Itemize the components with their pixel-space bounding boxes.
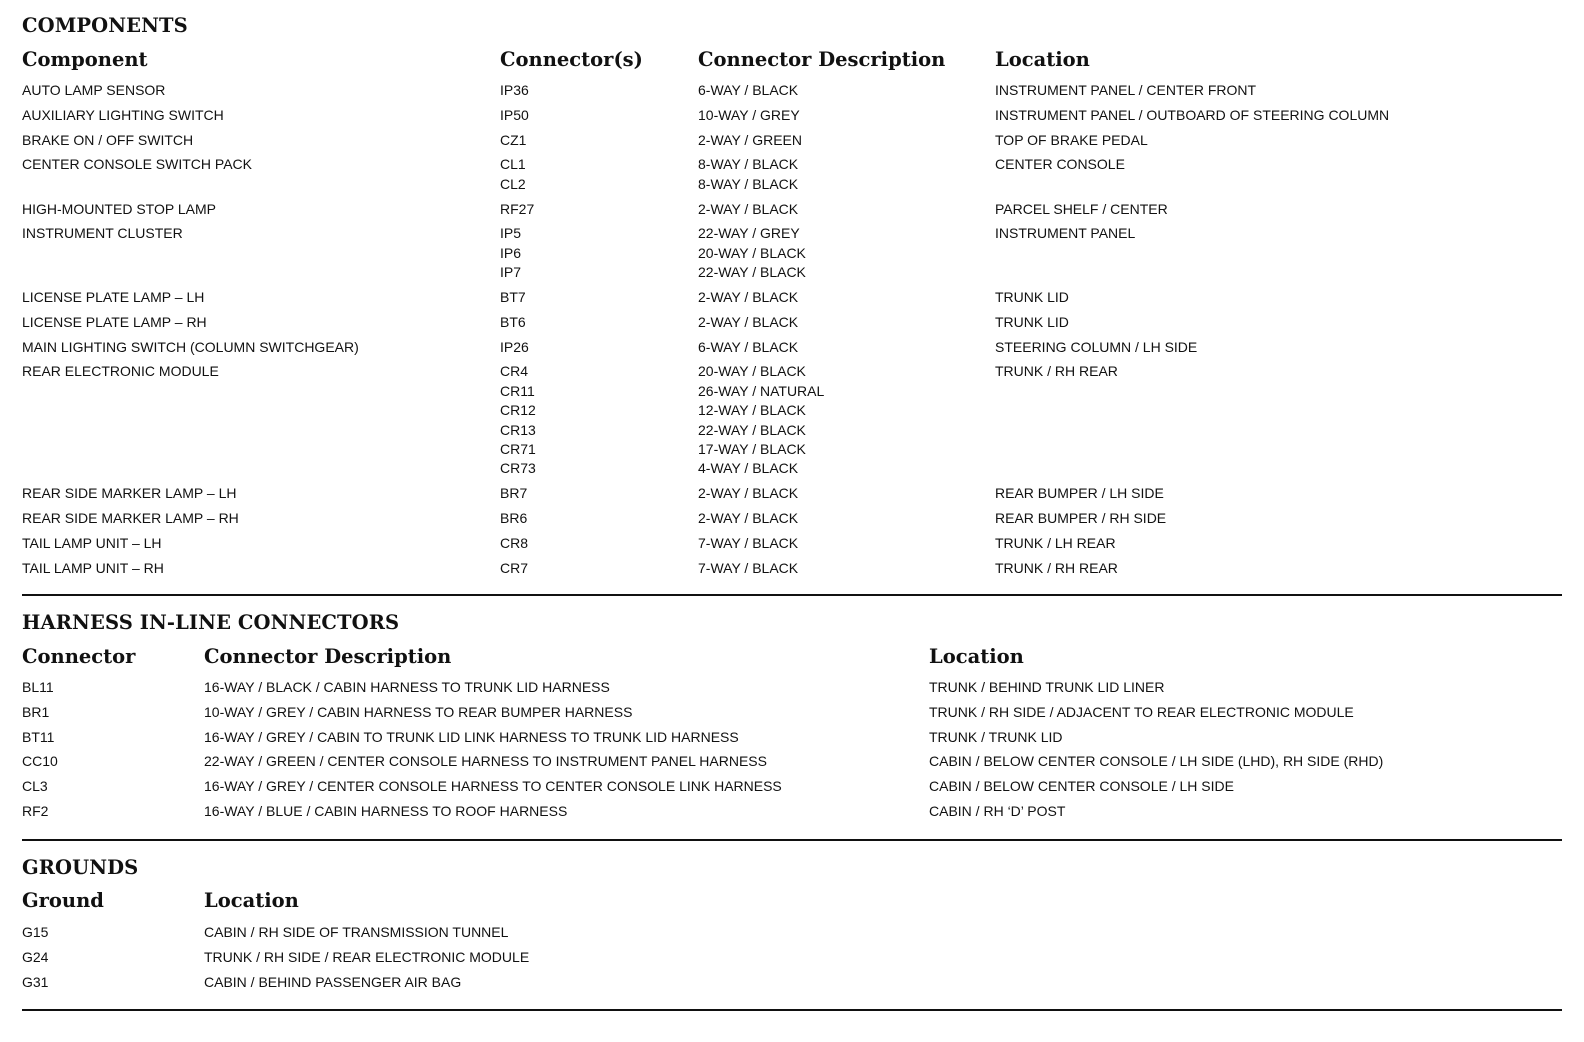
harness-location: TRUNK / RH SIDE / ADJACENT TO REAR ELECTRONIC MODULE <box>929 703 1354 720</box>
connector-description-line: 8-WAY / BLACK <box>698 156 799 173</box>
component-name: AUXILIARY LIGHTING SWITCH <box>22 106 224 123</box>
components-title: COMPONENTS <box>22 14 188 37</box>
section-divider-1 <box>22 594 1562 596</box>
connector-description-line: 2-WAY / BLACK <box>698 510 799 526</box>
connector-ids-line: CZ1 <box>500 131 527 148</box>
connector-description-line: 22-WAY / BLACK <box>698 264 806 281</box>
components-header-component: Component <box>22 48 148 71</box>
connector-description <box>698 131 802 150</box>
connector-ids-line: IP7 <box>500 264 522 281</box>
ground-location: TRUNK / RH SIDE / REAR ELECTRONIC MODULE <box>204 948 530 965</box>
component-location: REAR BUMPER / LH SIDE <box>995 485 1164 502</box>
harness-connector-id: BR1 <box>22 703 50 720</box>
connector-description <box>698 559 798 578</box>
section-divider-3 <box>22 1009 1562 1011</box>
harness-connector-id: BT11 <box>22 728 55 745</box>
component-location: INSTRUMENT PANEL / OUTBOARD OF STEERING COLUMN <box>995 106 1390 123</box>
connector-ids-line: IP6 <box>500 244 522 261</box>
components-header-description: Connector Description <box>698 48 946 71</box>
harness-description: 16-WAY / BLUE / CABIN HARNESS TO ROOF HARNESS <box>204 803 568 819</box>
component-name: REAR ELECTRONIC MODULE <box>22 363 219 380</box>
connector-description-line: 6-WAY / BLACK <box>698 338 799 355</box>
connector-ids-line: CR7 <box>500 559 529 576</box>
connector-description-line: 2-WAY / BLACK <box>698 485 799 502</box>
ground-location: CABIN / RH SIDE OF TRANSMISSION TUNNEL <box>204 924 509 940</box>
component-location: TRUNK LID <box>995 289 1069 305</box>
connector-ids-line: IP36 <box>500 82 529 98</box>
component-name: CENTER CONSOLE SWITCH PACK <box>22 156 252 173</box>
connector-description-line: 2-WAY / BLACK <box>698 200 799 217</box>
connector-description <box>698 338 798 357</box>
connector-description-line: 22-WAY / BLACK <box>698 421 806 438</box>
connector-ids-line: CR4 <box>500 363 529 380</box>
connector-ids-line: BT7 <box>500 289 526 305</box>
connector-ids <box>500 81 529 100</box>
connector-ids <box>500 338 529 357</box>
component-location: TOP OF BRAKE PEDAL <box>995 131 1148 148</box>
components-header-connectors: Connector(s) <box>500 48 643 71</box>
connector-description <box>698 288 798 307</box>
connector-description-line: 7-WAY / BLACK <box>698 559 799 576</box>
harness-location: CABIN / BELOW CENTER CONSOLE / LH SIDE (LHD), RH SIDE (RHD) <box>929 753 1384 770</box>
ground-id: G24 <box>22 948 49 965</box>
component-location: PARCEL SHELF / CENTER <box>995 200 1168 217</box>
connector-description-line: 2-WAY / BLACK <box>698 289 799 305</box>
connector-description <box>698 224 806 282</box>
harness-description: 16-WAY / GREY / CABIN TO TRUNK LID LINK HARNESS TO TRUNK LID HARNESS <box>204 728 739 745</box>
connector-ids <box>500 362 536 478</box>
grounds-title: GROUNDS <box>22 856 139 879</box>
connector-ids-line: CR73 <box>500 460 536 477</box>
connector-description-line: 2-WAY / GREEN <box>698 131 802 148</box>
harness-location: TRUNK / BEHIND TRUNK LID LINER <box>929 679 1165 695</box>
connector-description-line: 4-WAY / BLACK <box>698 460 799 477</box>
component-location: STEERING COLUMN / LH SIDE <box>995 338 1198 355</box>
component-location: TRUNK / RH REAR <box>995 363 1118 380</box>
harness-title: HARNESS IN-LINE CONNECTORS <box>22 611 400 634</box>
component-name: LICENSE PLATE LAMP – RH <box>22 313 207 330</box>
grounds-header-ground: Ground <box>22 889 104 912</box>
connector-ids-line: BR7 <box>500 485 528 502</box>
connector-description <box>698 362 824 478</box>
component-location: INSTRUMENT PANEL / CENTER FRONT <box>995 82 1257 98</box>
connector-description <box>698 200 798 219</box>
component-name: LICENSE PLATE LAMP – LH <box>22 289 205 305</box>
connector-description-line: 7-WAY / BLACK <box>698 534 799 551</box>
ground-id: G15 <box>22 924 49 940</box>
component-name: REAR SIDE MARKER LAMP – RH <box>22 510 239 526</box>
component-name: BRAKE ON / OFF SWITCH <box>22 131 194 148</box>
component-location: TRUNK / RH REAR <box>995 559 1118 576</box>
connector-ids <box>500 559 528 578</box>
component-name: TAIL LAMP UNIT – LH <box>22 534 162 551</box>
component-location: TRUNK / LH REAR <box>995 534 1116 551</box>
component-location: REAR BUMPER / RH SIDE <box>995 510 1167 526</box>
component-name: REAR SIDE MARKER LAMP – LH <box>22 485 237 502</box>
connector-description <box>698 81 798 100</box>
connector-ids-line: CR71 <box>500 440 536 457</box>
connector-description-line: 8-WAY / BLACK <box>698 175 799 192</box>
harness-connector-id: BL11 <box>22 679 54 695</box>
section-divider-2 <box>22 839 1562 841</box>
connector-description-line: 20-WAY / BLACK <box>698 244 806 261</box>
ground-location: CABIN / BEHIND PASSENGER AIR BAG <box>204 973 462 990</box>
connector-description-line: 6-WAY / BLACK <box>698 82 799 98</box>
connector-description <box>698 484 798 503</box>
harness-header-location: Location <box>929 645 1024 668</box>
connector-ids-line: IP5 <box>500 225 522 242</box>
harness-location: TRUNK / TRUNK LID <box>929 728 1063 745</box>
connector-description <box>698 106 800 125</box>
connector-description-line: 17-WAY / BLACK <box>698 440 806 457</box>
components-header-location: Location <box>995 48 1090 71</box>
connector-description-line: 10-WAY / GREY <box>698 106 800 123</box>
connector-ids-line: BT6 <box>500 313 526 330</box>
harness-connector-id: RF2 <box>22 803 49 819</box>
connector-ids <box>500 313 526 332</box>
harness-description: 10-WAY / GREY / CABIN HARNESS TO REAR BUMPER HARNESS <box>204 703 633 720</box>
component-location: INSTRUMENT PANEL <box>995 225 1136 242</box>
connector-description <box>698 509 798 528</box>
connector-ids-line: CL1 <box>500 156 526 173</box>
connector-ids-line: CL2 <box>500 175 526 192</box>
connector-description-line: 20-WAY / BLACK <box>698 363 806 380</box>
connector-ids-line: BR6 <box>500 510 528 526</box>
connector-ids-line: CR13 <box>500 421 536 438</box>
connector-description <box>698 155 798 194</box>
connector-ids <box>500 509 527 528</box>
connector-ids-line: IP26 <box>500 338 529 355</box>
component-name: TAIL LAMP UNIT – RH <box>22 559 164 576</box>
connector-ids-line: RF27 <box>500 200 535 217</box>
harness-connector-id: CC10 <box>22 753 58 770</box>
component-name: HIGH-MOUNTED STOP LAMP <box>22 200 216 217</box>
harness-location: CABIN / BELOW CENTER CONSOLE / LH SIDE <box>929 778 1234 795</box>
connector-ids-line: CR12 <box>500 402 536 419</box>
harness-description: 22-WAY / GREEN / CENTER CONSOLE HARNESS TO INSTRUMENT PANEL HARNESS <box>204 753 767 770</box>
connector-description <box>698 534 798 553</box>
connector-ids <box>500 484 527 503</box>
connector-ids-line: CR8 <box>500 534 529 551</box>
grounds-header-location: Location <box>204 889 299 912</box>
connector-description <box>698 313 798 332</box>
harness-connector-id: CL3 <box>22 778 48 795</box>
connector-ids <box>500 155 526 194</box>
connector-ids <box>500 288 526 307</box>
connector-ids <box>500 534 528 553</box>
component-name: INSTRUMENT CLUSTER <box>22 225 183 242</box>
connector-description-line: 2-WAY / BLACK <box>698 313 799 330</box>
component-location: CENTER CONSOLE <box>995 156 1125 173</box>
harness-header-description: Connector Description <box>204 645 452 668</box>
connector-ids <box>500 131 526 150</box>
connector-ids <box>500 106 529 125</box>
connector-description-line: 22-WAY / GREY <box>698 225 800 242</box>
harness-location: CABIN / RH ‘D’ POST <box>929 803 1066 819</box>
connector-ids-line: IP50 <box>500 106 529 123</box>
connector-ids-line: CR11 <box>500 382 535 399</box>
component-location: TRUNK LID <box>995 313 1069 330</box>
connector-ids <box>500 224 521 282</box>
component-name: AUTO LAMP SENSOR <box>22 82 166 98</box>
harness-description: 16-WAY / BLACK / CABIN HARNESS TO TRUNK LID HARNESS <box>204 679 610 695</box>
connector-description-line: 12-WAY / BLACK <box>698 402 806 419</box>
harness-description: 16-WAY / GREY / CENTER CONSOLE HARNESS TO CENTER CONSOLE LINK HARNESS <box>204 778 782 795</box>
harness-header-connector: Connector <box>22 645 136 668</box>
connector-description-line: 26-WAY / NATURAL <box>698 382 825 399</box>
component-name: MAIN LIGHTING SWITCH (COLUMN SWITCHGEAR) <box>22 338 359 355</box>
connector-ids <box>500 200 534 219</box>
ground-id: G31 <box>22 973 49 990</box>
